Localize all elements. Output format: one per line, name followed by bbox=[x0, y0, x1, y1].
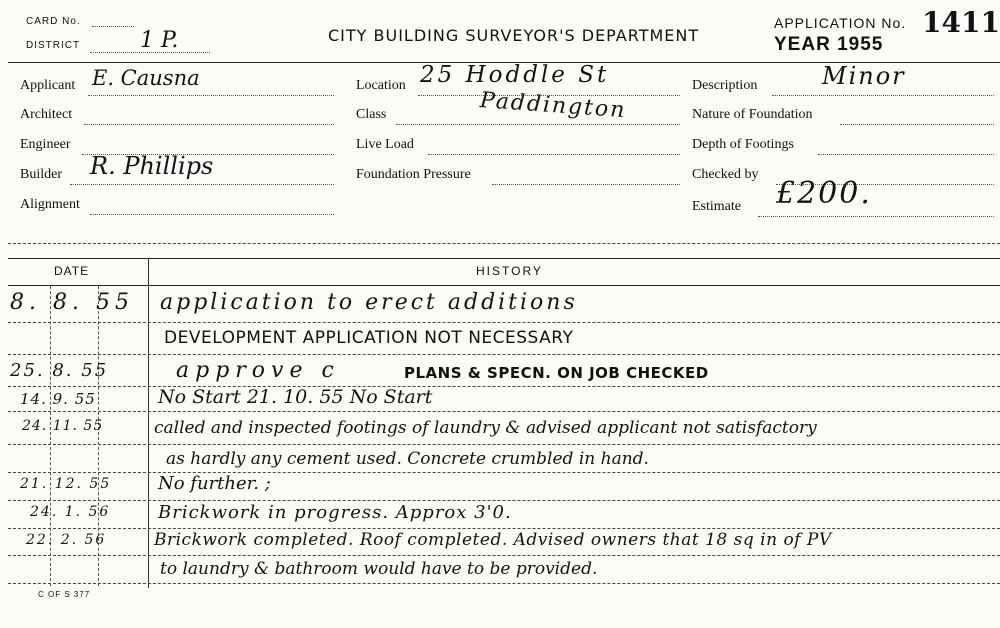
application-number: 1411 bbox=[922, 6, 1000, 39]
history-row-text: application to erect additions bbox=[160, 290, 578, 315]
description-value: Minor bbox=[822, 62, 906, 90]
applicant-value: E. Causna bbox=[92, 66, 200, 90]
history-row-text: to laundry & bathroom would have to be provided. bbox=[160, 559, 598, 579]
history-row-date: 8. 8. 55 bbox=[10, 290, 134, 315]
history-row-date: 25. 8. 55 bbox=[10, 360, 109, 381]
applicant-label: Applicant bbox=[20, 78, 76, 93]
department-title: CITY BUILDING SURVEYOR'S DEPARTMENT bbox=[328, 26, 700, 45]
alignment-label: Alignment bbox=[20, 197, 80, 212]
district-value: 1 P. bbox=[140, 28, 179, 53]
location-label: Location bbox=[356, 78, 406, 93]
history-row-text: No further. ; bbox=[158, 473, 271, 494]
history-row-text: called and inspected footings of laundry & advised applicant not satisfactory bbox=[154, 418, 817, 438]
history-column-header: HISTORY bbox=[476, 264, 543, 278]
live-load-label: Live Load bbox=[356, 137, 414, 152]
engineer-label: Engineer bbox=[20, 137, 71, 152]
date-column-header: DATE bbox=[54, 264, 90, 278]
architect-label: Architect bbox=[20, 107, 73, 122]
class-label: Class bbox=[356, 107, 387, 122]
location-value-line2: Paddington bbox=[479, 88, 628, 124]
description-label: Description bbox=[692, 78, 758, 93]
form-code: C OF S 377 bbox=[38, 590, 91, 599]
history-row-date: 14. 9. 55 bbox=[20, 390, 96, 408]
history-row-date: 24. 1. 56 bbox=[30, 504, 111, 520]
nature-of-foundation-label: Nature of Foundation bbox=[692, 107, 813, 122]
card-no-label: CARD No. bbox=[26, 16, 81, 27]
estimate-value: £200. bbox=[776, 176, 872, 211]
history-row-text: as hardly any cement used. Concrete crumbled in hand. bbox=[166, 449, 649, 469]
history-row-date: 24. 11. 55 bbox=[22, 418, 104, 434]
estimate-label: Estimate bbox=[692, 199, 741, 214]
depth-of-footings-label: Depth of Footings bbox=[692, 137, 794, 152]
district-label: DISTRICT bbox=[26, 40, 81, 51]
builder-value: R. Phillips bbox=[90, 152, 214, 180]
history-row-text: Brickwork in progress. Approx 3'0. bbox=[158, 502, 512, 523]
foundation-pressure-label: Foundation Pressure bbox=[356, 167, 471, 182]
location-value: 25 Hoddle St bbox=[420, 62, 610, 88]
history-row-stamp: PLANS & SPECN. ON JOB CHECKED bbox=[404, 364, 709, 382]
history-row-date: 21. 12. 55 bbox=[20, 476, 112, 492]
history-row-text: Brickwork completed. Roof completed. Advised owners that 18 sq in of PV bbox=[154, 530, 832, 550]
history-row-stamp: DEVELOPMENT APPLICATION NOT NECESSARY bbox=[164, 328, 574, 348]
history-row-date: 22. 2. 56 bbox=[26, 532, 107, 548]
builder-label: Builder bbox=[20, 167, 62, 182]
history-row-text: No Start 21. 10. 55 No Start bbox=[158, 386, 433, 408]
checked-by-label: Checked by bbox=[692, 167, 759, 182]
application-no-label: APPLICATION No. bbox=[774, 15, 907, 31]
history-row-text: approve c bbox=[176, 358, 340, 383]
year-label: YEAR 1955 bbox=[774, 34, 884, 55]
